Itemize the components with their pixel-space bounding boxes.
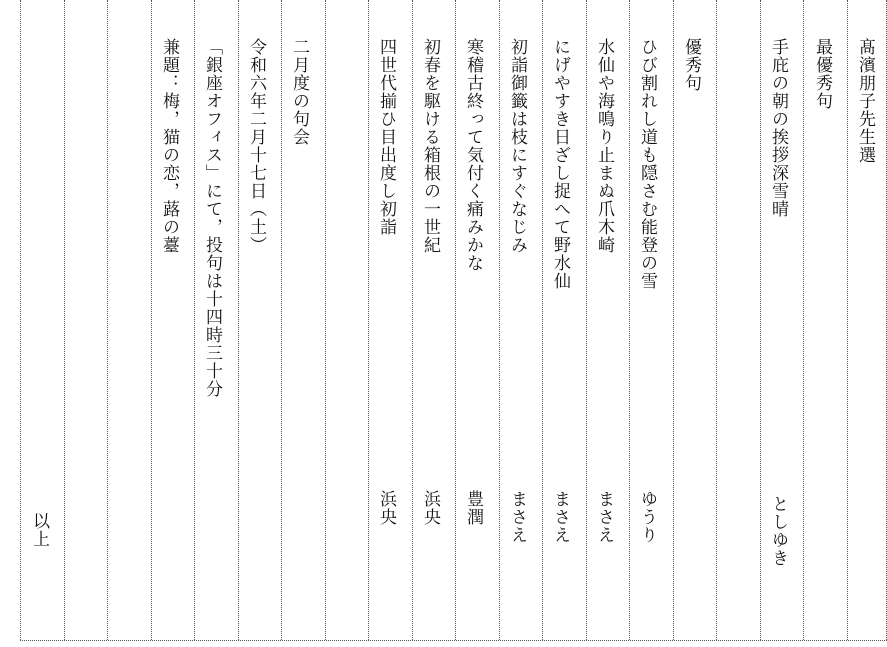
- excellent-poem: にげやすき日ざし捉へて野水仙: [550, 38, 570, 290]
- column-rule: [107, 0, 151, 640]
- meeting-place-time: 「銀座オフィス」にて，投句は十四時三十分: [202, 38, 222, 398]
- selector-line: 髙濱朋子先生選: [855, 38, 875, 164]
- meeting-heading: 二月度の句会: [289, 38, 309, 146]
- excellent-author: 豊潤: [463, 490, 483, 526]
- excellent-author: まさえ: [594, 490, 614, 544]
- meeting-date: 令和六年二月十七日（土）: [246, 38, 266, 254]
- excellent-author: まさえ: [507, 490, 527, 544]
- excellent-poem: 初春を駆ける箱根の一世紀: [420, 38, 440, 254]
- excellent-poem: 四世代揃ひ目出度し初詣: [376, 38, 396, 236]
- column-rule: [64, 0, 108, 640]
- column-rule: [716, 0, 760, 640]
- bottom-rule: [20, 640, 887, 641]
- excellent-author: 浜央: [376, 490, 396, 526]
- excellent-author: 浜央: [420, 490, 440, 526]
- column-rule: [325, 0, 369, 640]
- top-award-poem: 手庇の朝の挨拶深雪晴: [768, 38, 788, 218]
- excellent-poem: 寒稽古終って気付く痛みかな: [463, 38, 483, 272]
- excellent-author: ゆうり: [637, 490, 657, 544]
- top-award-heading: 最優秀句: [812, 38, 832, 110]
- meeting-themes: 兼題：梅，猫の恋，蕗の薹: [159, 38, 179, 254]
- excellent-author: まさえ: [550, 490, 570, 544]
- top-award-author: としゆき: [768, 495, 788, 567]
- excellent-heading: 優秀句: [681, 38, 701, 92]
- excellent-poem: 初詣御籤は枝にすぐなじみ: [507, 38, 527, 254]
- column-rule: [673, 0, 717, 640]
- excellent-poem: ひび割れし道も隠さむ能登の雪: [637, 38, 657, 290]
- excellent-poem: 水仙や海鳴り止まぬ爪木崎: [594, 38, 614, 254]
- closing-mark: 以上: [29, 512, 49, 548]
